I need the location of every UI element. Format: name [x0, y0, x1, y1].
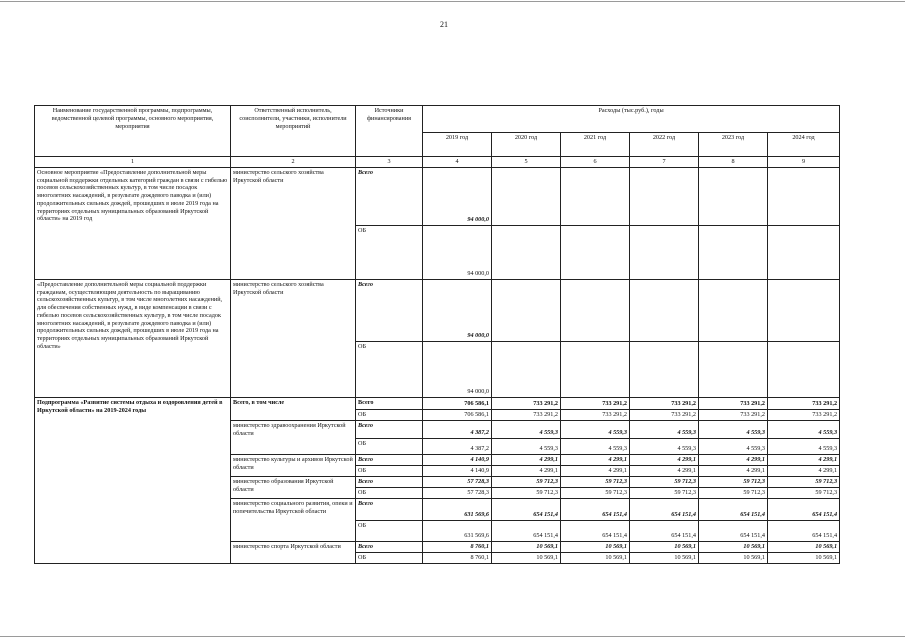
value-cell: 733 291,2 — [561, 397, 630, 409]
value-cell: 4 299,1 — [699, 454, 768, 465]
value-cell: 59 712,3 — [768, 487, 840, 498]
value-cell: 4 299,1 — [561, 465, 630, 476]
value-cell — [492, 279, 561, 341]
value-cell — [768, 341, 840, 397]
column-number: 9 — [768, 157, 840, 168]
header-row-numbers — [35, 157, 840, 168]
source-cell: Всего — [356, 498, 423, 520]
value-cell: 733 291,2 — [492, 397, 561, 409]
value-cell: 10 569,1 — [630, 552, 699, 563]
value-cell: 733 291,2 — [699, 397, 768, 409]
value-cell: 10 569,1 — [699, 541, 768, 552]
value-cell: 10 569,1 — [492, 552, 561, 563]
value-cell: 4 559,3 — [561, 438, 630, 454]
header-year: 2022 год — [630, 133, 699, 157]
value-cell: 733 291,2 — [768, 409, 840, 420]
source-cell: Всего — [356, 279, 423, 341]
value-cell: 94 000,0 — [423, 167, 492, 225]
value-cell: 4 299,1 — [768, 454, 840, 465]
value-cell: 8 760,1 — [423, 552, 492, 563]
expenses-table — [34, 105, 840, 564]
header-year: 2019 год — [423, 133, 492, 157]
value-cell: 10 569,1 — [492, 541, 561, 552]
value-cell: 57 728,3 — [423, 476, 492, 487]
source-cell: Всего — [356, 167, 423, 225]
header-year: 2023 год — [699, 133, 768, 157]
value-cell — [492, 225, 561, 279]
subprogram-row — [35, 397, 840, 409]
value-cell — [699, 225, 768, 279]
value-cell: 4 140,9 — [423, 454, 492, 465]
value-cell: 59 712,3 — [630, 476, 699, 487]
column-number: 7 — [630, 157, 699, 168]
value-cell: 4 299,1 — [561, 454, 630, 465]
value-cell: 59 712,3 — [561, 476, 630, 487]
value-cell: 4 299,1 — [630, 454, 699, 465]
source-cell: ОБ — [356, 552, 423, 563]
subprogram-responsible: Всего, в том числе — [231, 397, 356, 420]
value-cell: 10 569,1 — [699, 552, 768, 563]
source-cell: Всего — [356, 420, 423, 438]
value-cell: 10 569,1 — [561, 552, 630, 563]
value-cell: 733 291,2 — [630, 409, 699, 420]
value-cell: 733 291,2 — [699, 409, 768, 420]
header-name: Наименование государственной программы, подпрограммы, ведомственной целевой программы, основного мероприятия, мероприятия — [35, 106, 231, 157]
value-cell: 4 299,1 — [630, 465, 699, 476]
value-cell — [768, 279, 840, 341]
value-cell: 59 712,3 — [492, 487, 561, 498]
value-cell: 94 000,0 — [423, 279, 492, 341]
source-cell: ОБ — [356, 487, 423, 498]
scan-edge-top — [0, 1, 905, 2]
value-cell: 59 712,3 — [492, 476, 561, 487]
value-cell — [630, 167, 699, 225]
value-cell — [699, 279, 768, 341]
value-cell: 10 569,1 — [630, 541, 699, 552]
subprogram-name: Подпрограмма «Развитие системы отдыха и оздоровления детей в Иркутской области» на 2019-2024 годы — [35, 397, 231, 563]
source-cell: ОБ — [356, 465, 423, 476]
value-cell: 10 569,1 — [768, 541, 840, 552]
value-cell: 654 151,4 — [630, 498, 699, 520]
subprogram-responsible: министерство культуры и архивов Иркутской области — [231, 454, 356, 476]
column-number: 2 — [231, 157, 356, 168]
column-number: 3 — [356, 157, 423, 168]
value-cell — [561, 279, 630, 341]
source-cell: ОБ — [356, 225, 423, 279]
source-cell: ОБ — [356, 409, 423, 420]
value-cell: 4 559,3 — [768, 420, 840, 438]
value-cell — [699, 167, 768, 225]
column-number: 4 — [423, 157, 492, 168]
measure-name: Основное мероприятие «Предоставление дополнительной меры социальной поддержки отдельных категорий граждан в связи с гибелью посевов сельскохозяйственных культур, в том числе посадок многолетних насаждений, в результате дождевого паводка и (или) продолжительных сильных дождей, прошедших в июле 2019 года на территориях отдельных муниципальных образований Иркутской области» на 2019 год — [35, 167, 231, 279]
value-cell: 4 559,3 — [492, 420, 561, 438]
value-cell — [699, 341, 768, 397]
value-cell: 4 559,3 — [699, 420, 768, 438]
value-cell: 631 569,6 — [423, 520, 492, 541]
source-cell: Всего — [356, 397, 423, 409]
value-cell — [492, 341, 561, 397]
value-cell — [768, 167, 840, 225]
value-cell: 654 151,4 — [492, 498, 561, 520]
value-cell: 4 559,3 — [492, 438, 561, 454]
header-source: Источники финансирования — [356, 106, 423, 157]
value-cell: 654 151,4 — [768, 498, 840, 520]
value-cell: 654 151,4 — [561, 520, 630, 541]
value-cell: 654 151,4 — [768, 520, 840, 541]
value-cell: 4 559,3 — [699, 438, 768, 454]
measure-responsible: министерство сельского хозяйства Иркутской области — [231, 167, 356, 279]
value-cell: 654 151,4 — [699, 498, 768, 520]
header-expenses: Расходы (тыс.руб.), годы — [423, 106, 840, 133]
value-cell: 10 569,1 — [768, 552, 840, 563]
value-cell: 733 291,2 — [630, 397, 699, 409]
value-cell — [561, 225, 630, 279]
source-cell: ОБ — [356, 438, 423, 454]
value-cell: 59 712,3 — [768, 476, 840, 487]
scan-edge-bottom — [0, 636, 905, 637]
value-cell — [561, 341, 630, 397]
value-cell: 8 760,1 — [423, 541, 492, 552]
value-cell: 4 299,1 — [492, 465, 561, 476]
source-cell: ОБ — [356, 520, 423, 541]
value-cell: 631 569,6 — [423, 498, 492, 520]
value-cell: 94 000,0 — [423, 341, 492, 397]
header-responsible: Ответственный исполнитель, соисполнители, участники, исполнители мероприятий — [231, 106, 356, 157]
value-cell: 94 000,0 — [423, 225, 492, 279]
source-cell: Всего — [356, 454, 423, 465]
value-cell: 706 586,1 — [423, 409, 492, 420]
value-cell: 10 569,1 — [561, 541, 630, 552]
value-cell: 4 559,3 — [768, 438, 840, 454]
header-year: 2024 год — [768, 133, 840, 157]
subprogram-responsible: министерство спорта Иркутской области — [231, 541, 356, 563]
value-cell: 4 559,3 — [561, 420, 630, 438]
value-cell: 4 299,1 — [699, 465, 768, 476]
value-cell — [630, 279, 699, 341]
header-year: 2021 год — [561, 133, 630, 157]
value-cell: 654 151,4 — [699, 520, 768, 541]
value-cell: 733 291,2 — [561, 409, 630, 420]
value-cell: 4 140,9 — [423, 465, 492, 476]
value-cell: 733 291,2 — [492, 409, 561, 420]
measure-row — [35, 279, 840, 341]
measure-responsible: министерство сельского хозяйства Иркутской области — [231, 279, 356, 397]
measure-name: «Предоставление дополнительной меры социальной поддержки гражданам, осуществляющим деятельность по выращиванию сельскохозяйственных культур, в том числе многолетних насаждений, для обеспечения собственных нужд, в виде компенсации в связи с гибелью посевов сельскохозяйственных культур, в том числе посадок многолетних насаждений, в результате дождевого паводка и (или) продолжительных сильных дождей, прошедших в июле 2019 года на территориях отдельных муниципальных образований Иркутской области» — [35, 279, 231, 397]
value-cell: 4 387,2 — [423, 420, 492, 438]
value-cell: 4 299,1 — [492, 454, 561, 465]
value-cell: 654 151,4 — [561, 498, 630, 520]
subprogram-responsible: министерство социального развития, опеки и попечительства Иркутской области — [231, 498, 356, 541]
value-cell: 706 586,1 — [423, 397, 492, 409]
value-cell: 4 387,2 — [423, 438, 492, 454]
value-cell: 59 712,3 — [699, 487, 768, 498]
value-cell: 59 712,3 — [630, 487, 699, 498]
column-number: 5 — [492, 157, 561, 168]
column-number: 1 — [35, 157, 231, 168]
page-number: 21 — [440, 20, 448, 29]
source-cell: Всего — [356, 476, 423, 487]
value-cell: 59 712,3 — [561, 487, 630, 498]
value-cell: 733 291,2 — [768, 397, 840, 409]
source-cell: ОБ — [356, 341, 423, 397]
measure-row — [35, 167, 840, 225]
value-cell: 59 712,3 — [699, 476, 768, 487]
header-year: 2020 год — [492, 133, 561, 157]
value-cell: 4 559,3 — [630, 438, 699, 454]
source-cell: Всего — [356, 541, 423, 552]
value-cell: 4 299,1 — [768, 465, 840, 476]
value-cell — [492, 167, 561, 225]
value-cell — [630, 225, 699, 279]
value-cell: 57 728,3 — [423, 487, 492, 498]
header-row-top — [35, 106, 840, 133]
subprogram-responsible: министерство здравоохранения Иркутской области — [231, 420, 356, 454]
value-cell — [768, 225, 840, 279]
value-cell: 4 559,3 — [630, 420, 699, 438]
value-cell — [630, 341, 699, 397]
column-number: 8 — [699, 157, 768, 168]
value-cell: 654 151,4 — [630, 520, 699, 541]
value-cell: 654 151,4 — [492, 520, 561, 541]
column-number: 6 — [561, 157, 630, 168]
value-cell — [561, 167, 630, 225]
subprogram-responsible: министерство образования Иркутской области — [231, 476, 356, 498]
